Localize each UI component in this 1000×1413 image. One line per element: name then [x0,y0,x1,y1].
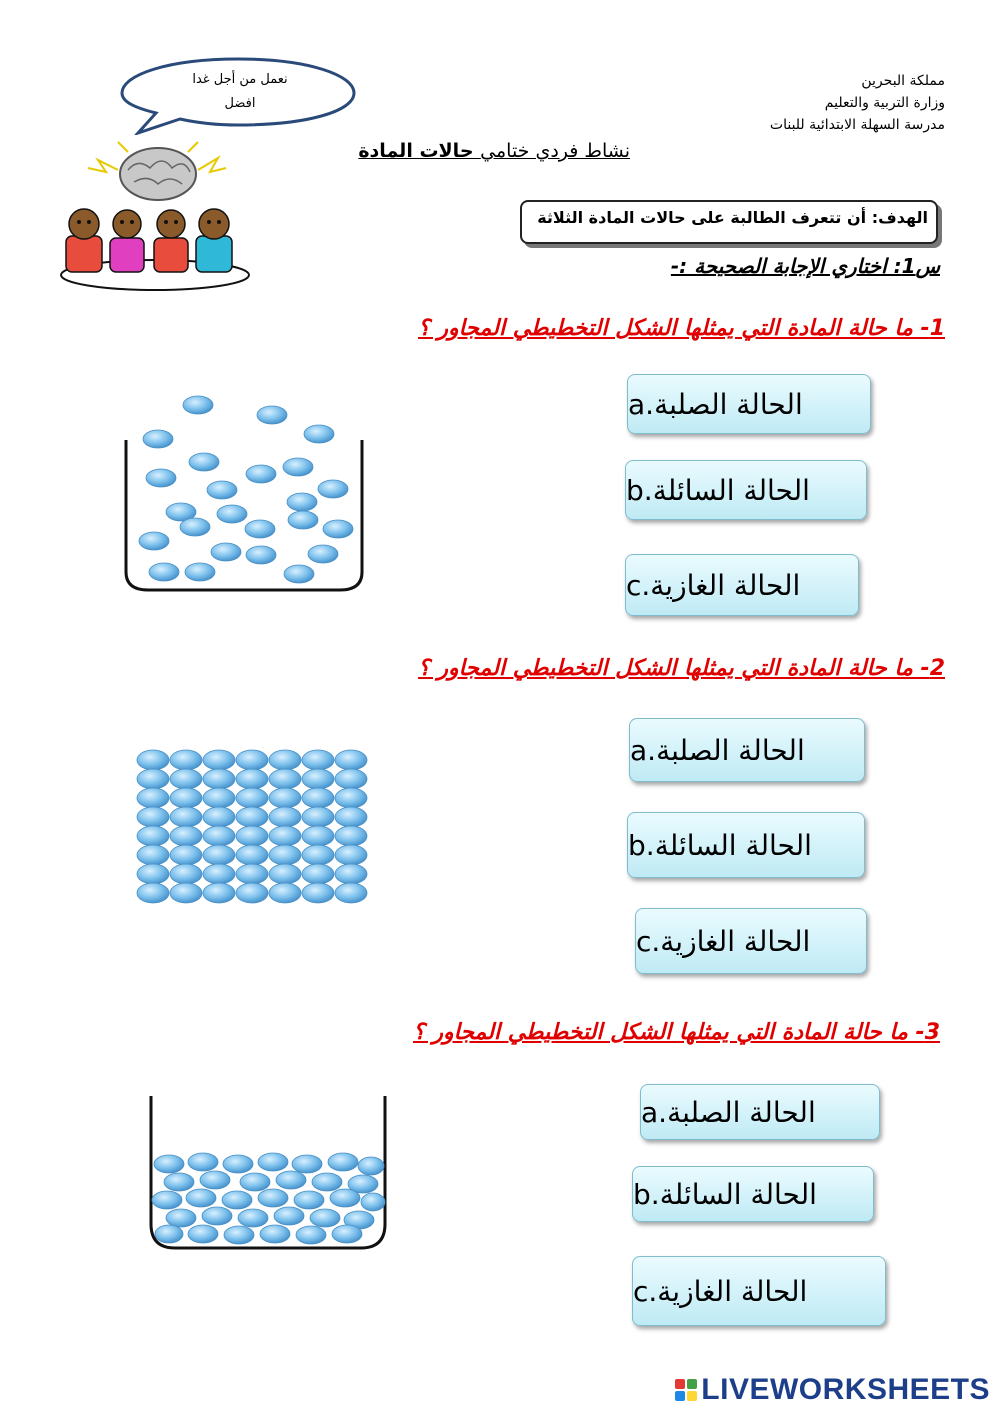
q3-option-c[interactable]: c.الحالة الغازية [632,1256,886,1326]
question-2-text: 2- ما حالة المادة التي يمثلها الشكل التخطيطي المجاور ؟ [418,656,945,681]
bubble-text-line1: نعمل من أجل غدا [192,72,288,87]
title-prefix: نشاط فردي ختامي [480,140,630,162]
title-main: حالات المادة [358,140,474,162]
main-question: س1: اختاري الإجابة الصحيحة :- [670,254,940,278]
header-line-country: مملكة البحرين [861,73,945,89]
q1-option-b[interactable]: b.الحالة السائلة [625,460,867,520]
question-3-text: 3- ما حالة المادة التي يمثلها الشكل التخطيطي المجاور ؟ [413,1020,940,1045]
question-1-text: 1- ما حالة المادة التي يمثلها الشكل التخطيطي المجاور ؟ [418,316,945,341]
liquid-diagram [145,1094,395,1254]
solid-diagram [135,748,371,904]
q3-option-a[interactable]: a.الحالة الصلبة [640,1084,880,1140]
liveworksheets-logo [675,1373,990,1407]
q2-option-c[interactable]: c.الحالة الغازية [635,908,867,974]
page-title [350,140,630,162]
q2-option-a[interactable]: a.الحالة الصلبة [629,718,865,782]
header-line-school: مدرسة السهلة الابتدائية للبنات [769,117,945,133]
liveworksheets-logo-text: LIVEWORKSHEETS [701,1373,990,1406]
students-brain-clipart [58,140,253,292]
header-line-ministry: وزارة التربية والتعليم [824,95,945,111]
bubble-text-line2: افضل [224,96,256,111]
q2-option-b[interactable]: b.الحالة السائلة [627,812,865,878]
q1-option-c[interactable]: c.الحالة الغازية [625,554,859,616]
q3-option-b[interactable]: b.الحالة السائلة [632,1166,874,1222]
goal-text: الهدف: أن تتعرف الطالبة على حالات المادة الثلاثة [537,208,928,227]
gas-diagram [118,392,368,597]
q1-option-a[interactable]: a.الحالة الصلبة [627,374,871,434]
liveworksheets-logo-icon [675,1379,697,1401]
